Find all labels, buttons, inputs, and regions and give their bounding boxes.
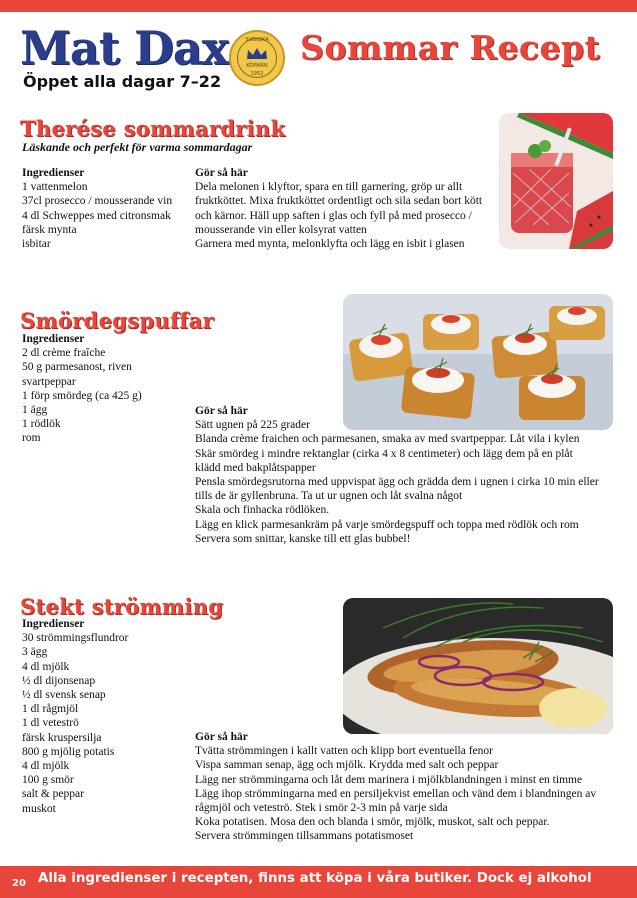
step: och kärnor. Häll upp saften i glas och fyll på med prosecco /	[195, 209, 472, 222]
ingredient: 4 dl Schweppes med citronsmak	[22, 209, 171, 222]
step: Servera strömmingen tillsammans potatismoset	[195, 830, 414, 843]
step: fruktköttet. Mixa fruktköttet ordentligt och sila sedan bort kött	[195, 195, 483, 208]
step: klädd med bakplåtspapper	[195, 461, 316, 474]
ingredient: 1 ägg	[22, 404, 48, 417]
opening-hours: Öppet alla dagar 7–22	[23, 72, 222, 91]
ingredient: 1 dl veteströ	[22, 717, 79, 730]
ingredient: 1 rödlök	[22, 418, 61, 431]
step: Sätt ugnen på 225 grader	[195, 419, 310, 432]
steps-list	[195, 166, 495, 251]
ingredient: svartpeppar	[22, 375, 76, 388]
ingredient: isbitar	[22, 238, 51, 251]
ingredient: färsk mynta	[22, 223, 77, 236]
ingredient: färsk kruspersilja	[22, 731, 102, 744]
ingredient: 4 dl mjölk	[22, 760, 70, 773]
step: Servera som snittar, kanske till ett glas bubbel!	[195, 532, 411, 545]
ingredients-heading: Ingredienser	[22, 333, 85, 345]
recipe-title: Stekt strömming	[20, 594, 224, 619]
ingredient: 37cl prosecco / mousserande vin	[22, 195, 173, 208]
ingredients-heading: Ingredienser	[22, 618, 85, 630]
ingredient: 30 strömmingsflundror	[22, 632, 129, 645]
store-logo: Mat Dax	[20, 21, 229, 75]
steps-list	[195, 404, 615, 546]
ingredients-list	[22, 332, 192, 446]
drink-photo	[499, 113, 613, 249]
ingredients-list	[22, 166, 192, 251]
ingredient: 100 g smör	[22, 774, 74, 787]
ingredient: 1 vattenmelon	[22, 181, 88, 194]
step: Lägg ihop strömmingarna med en persiljekvist emellan och vänd dem i blandningen av	[195, 787, 597, 800]
step: Tvätta strömmingen i kallt vatten och klipp bort eventuella fenor	[195, 745, 493, 758]
step: Garnera med mynta, melonklyfta och lägg en isbit i glasen	[195, 238, 465, 251]
ingredient: 1 förp smördeg (ca 425 g)	[22, 389, 142, 402]
step: Skär smördeg i mindre rektanglar (cirka 4 x 8 centimeter) och lägg dem på en plåt	[195, 447, 573, 460]
ingredient: ½ dl dijonsenap	[22, 674, 96, 687]
step: Blanda crème fraichen och parmesanen, smaka av med svartpeppar. Låt vila i kylen	[195, 433, 580, 446]
herring-photo	[343, 598, 613, 734]
crown-icon	[246, 47, 268, 61]
steps-heading: Gör så här	[195, 167, 248, 179]
step: Dela melonen i klyftor, spara en till garnering, gröp ur allt	[195, 181, 463, 194]
step: Pensla smördegsrutorna med uppvispat ägg och grädda dem i ugnen i cirka 10 min eller	[195, 476, 599, 489]
step: Lägg ner strömmingarna och låt dem marinera i mjölkblandningen i minst en timme	[195, 773, 583, 786]
recipe-title: Smördegspuffar	[20, 308, 214, 333]
svensk-kopman-seal: SVENSKA KÖPMÄN 1952	[229, 30, 285, 86]
ingredient: 4 dl mjölk	[22, 660, 70, 673]
step: rågmjöl och veteströ. Stek i smör 2-3 min på varje sida	[195, 802, 448, 815]
steps-heading: Gör så här	[195, 405, 248, 417]
step: Koka potatisen. Mosa den och blanda i smör, mjölk, muskot, salt och peppar.	[195, 816, 550, 829]
step: Skala och finhacka rödlöken.	[195, 504, 330, 517]
recipe-subtitle: Läskande och perfekt för varma sommardagar	[22, 140, 253, 154]
ingredient: ½ dl svensk senap	[22, 689, 106, 702]
steps-list	[195, 730, 615, 844]
ingredients-list	[22, 617, 192, 816]
step: Vispa samman senap, ägg och mjölk. Krydda med salt och peppar	[195, 759, 499, 772]
page-headline: Sommar Recept	[300, 28, 601, 67]
footer-note: Alla ingredienser i recepten, finns att köpa i våra butiker. Dock ej alkohol	[38, 871, 592, 886]
ingredient: 50 g parmesanost, riven	[22, 361, 132, 374]
step: mousserande vin eller kolsyrat vatten	[195, 223, 367, 236]
page-number: 20	[12, 878, 26, 889]
ingredient: 800 g mjölig potatis	[22, 745, 115, 758]
ingredient: 1 dl rågmjöl	[22, 703, 79, 716]
ingredient: muskot	[22, 802, 56, 815]
ingredient: 3 ägg	[22, 646, 48, 659]
top-accent-bar	[0, 0, 637, 12]
ingredient: 2 dl crème fraîche	[22, 347, 106, 360]
ingredient: rom	[22, 432, 41, 445]
step: tills de är gyllenbruna. Ta ut ur ugnen och låt svalna något	[195, 490, 463, 503]
step: Lägg en klick parmesankräm på varje smördegspuff och toppa med rödlök och rom	[195, 518, 579, 531]
recipe-title: Therése sommardrink	[20, 116, 286, 141]
ingredient: salt & peppar	[22, 788, 84, 801]
ingredients-heading: Ingredienser	[22, 167, 85, 179]
steps-heading: Gör så här	[195, 731, 248, 743]
